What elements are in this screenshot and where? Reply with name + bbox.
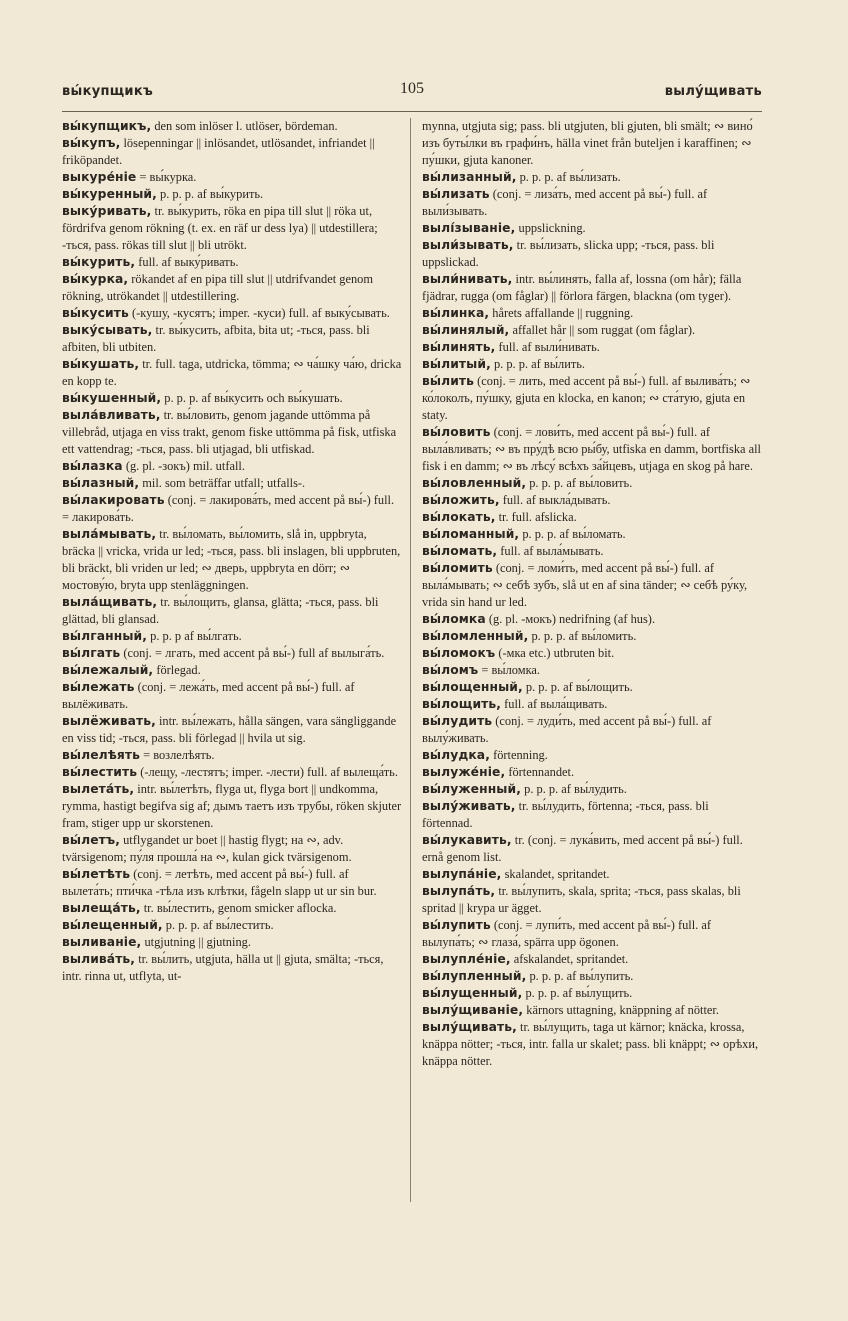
entry-definition: tr. вы́лощить, glansa, glätta; -ться, pass. bli glättad, bli glansad. [62,595,379,626]
entry-definition: (conj. = лгать, med accent på вы́-) full af вылыга́ть. [123,646,385,660]
entry-headword: выкуре́ніе [62,170,137,184]
entry-headword: вы́лещенный, [62,918,163,932]
dictionary-entry [422,645,762,662]
entry-definition: (-лещу, -лестятъ; imper. -лести) full. af вылеща́ть. [140,765,398,779]
dictionary-entry [422,832,762,866]
entry-headword: вы́кушенный, [62,391,162,405]
entry-definition: tr. вы́кусить, afbita, bita ut; -ться, pass. bli afbiten, bli utbiten. [62,323,370,354]
dictionary-entry [422,662,762,679]
entry-definition: tr. вы́ловить, genom jagande uttömma på villebråd, utjaga en viss trakt, genom fiske uttömma på fisk, utfiska ett vattendrag; -ться, pass. bli utjagad, bli utfiskad. [62,408,397,456]
entry-definition: full. af выли́нивать. [498,340,600,354]
entry-headword: вы́ломить [422,561,493,575]
dictionary-entry [62,492,402,526]
entry-definition: p. p. p. af вы́лущить. [525,986,633,1000]
entry-headword: вылива́ть, [62,952,136,966]
dictionary-entry [62,934,402,951]
page-header [62,78,762,108]
entry-headword: вы́лестить [62,765,138,779]
entry-headword: вы́ловленный, [422,476,527,490]
dictionary-entry [422,883,762,917]
entry-definition: (conj. = летѣть, med accent på вы́-) full. af вылета́ть; пти́чка -тѣла изъ клѣтки, fågeln slapp ut ur sin bur. [62,867,377,898]
entry-headword: вы́линялый, [422,323,510,337]
entry-definition: tr. вы́ломать, вы́ломить, slå in, uppbryta, bräcka || vricka, vrida ur led; -ться, pass. bli inslagen, bli uppbruten, bli bräckt, bli vriden ur led; ∾ дверь, uppbryta en dörr; ∾ мостову́ю, bryta upp stenläggningen. [62,527,401,592]
entry-headword: выла́мывать, [62,527,157,541]
entry-definition: p. p. p. af вы́курить. [160,187,264,201]
dictionary-entry [62,390,402,407]
left-running-headword: вы́купщикъ [62,84,154,99]
entry-headword: вы́лелѣять [62,748,141,762]
entry-definition: den som inlöser l. utlöser, bördeman. [154,119,338,133]
entry-headword: выку́сывать, [62,323,153,337]
dictionary-entry [422,866,762,883]
entry-definition: tr. вы́лупить, skala, sprita; -ться, pass skalas, bli spritad || krypa ur ägget. [422,884,741,915]
dictionary-entry [62,645,402,662]
entry-headword: вы́куренный, [62,187,157,201]
entry-headword: вы́лазный, [62,476,140,490]
entry-definition: rökandet af en pipa till slut || utdrifvandet genom rökning, utrökandet || utdestillering. [62,272,373,303]
entry-headword: вы́купъ, [62,136,121,150]
dictionary-entry [422,339,762,356]
entry-definition: = возлелѣять. [143,748,215,762]
entry-headword: вы́лакировать [62,493,165,507]
entry-headword: вы́луженный, [422,782,522,796]
dictionary-entry [422,951,762,968]
entry-definition: (conj. = лакирова́ть, med accent på вы́-) full. = лакирова́ть. [62,493,395,524]
dictionary-entry [62,747,402,764]
dictionary-entry [62,322,402,356]
entry-definition: affallet hår || som ruggat (om fåglar). [512,323,696,337]
entry-definition: tr. full. taga, utdricka, tömma; ∾ ча́шку ча́ю, dricka en kopp te. [62,357,402,388]
dictionary-entry [422,917,762,951]
entry-definition: uppslickning. [518,221,586,235]
dictionary-entry [62,186,402,203]
dictionary-entry [422,1019,762,1070]
entry-headword: вы́курка, [62,272,129,286]
entry-definition: p. p. p af вы́лгать. [150,629,242,643]
dictionary-entry [422,764,762,781]
dictionary-entry [62,526,402,594]
entry-definition: tr. вы́лестить, genom smicker aflocka. [143,901,337,915]
entry-definition: p. p. p. af вы́лить. [493,357,586,371]
right-column [422,118,762,1070]
dictionary-entry [422,713,762,747]
dictionary-entry [422,611,762,628]
entry-headword: вы́летѣть [62,867,131,881]
entry-definition: tr. вы́лущить, taga ut kärnor; knäcka, krossa, knäppa nötter; -ться, intr. falla ur skalet; pass. bli knäppt; ∾ орѣхи, knäppa nötter. [422,1020,759,1068]
entry-definition: skalandet, spritandet. [504,867,610,881]
entry-definition: (g. pl. -мокъ) nedrifning (af hus). [488,612,656,626]
entry-headword: выли́нивать, [422,272,513,286]
dictionary-entry [62,407,402,458]
entry-headword: вы́ломать, [422,544,498,558]
entry-definition: p. p. p. af вы́ломать. [522,527,626,541]
entry-definition: förtenning. [493,748,548,762]
dictionary-entry [422,237,762,271]
entry-headword: вы́лежать [62,680,135,694]
entry-headword: вы́лудка, [422,748,490,762]
dictionary-entry [62,356,402,390]
entry-definition: (-кушу, -кусятъ; imper. -куси) full. af выку́сывать. [131,306,390,320]
entry-headword: вы́литый, [422,357,491,371]
entry-headword: вылёживать, [62,714,156,728]
entry-definition: förlegad. [156,663,201,677]
dictionary-entry [62,832,402,866]
dictionary-entry [62,271,402,305]
entry-definition: p. p. p. af вы́лестить. [165,918,274,932]
entry-headword: вылу́щиваніе, [422,1003,524,1017]
entry-headword: вылета́ть, [62,782,135,796]
entry-headword: вы́локать, [422,510,496,524]
dictionary-entry [422,696,762,713]
dictionary-entry [422,628,762,645]
dictionary-entry [422,271,762,305]
entry-headword: вы́лгать [62,646,121,660]
page-number: 105 [400,80,424,97]
entry-definition: intr. вы́лежать, hålla sängen, vara sängliggande en viss tid; -ться, pass. bli förlegad || hvila ut sig. [62,714,397,745]
entry-definition: p. p. p. af вы́лизать. [519,170,621,184]
entry-headword: вы́лизанный, [422,170,517,184]
entry-definition: utgjutning || gjutning. [144,935,251,949]
entry-definition: lösepenningar || inlösandet, utlösandet, infriandet || friköpandet. [62,136,375,167]
dictionary-entry [422,118,762,169]
entry-definition: (g. pl. -зокъ) mil. utfall. [125,459,245,473]
entry-headword: вы́лощенный, [422,680,523,694]
entry-headword: вы́кушать, [62,357,140,371]
dictionary-entry [62,951,402,985]
entry-headword: вылі́зываніе, [422,221,516,235]
entry-definition: p. p. p. af вы́лупить. [529,969,634,983]
entry-headword: вылу́щивать, [422,1020,517,1034]
entry-definition: (conj. = лить, med accent på вы́-) full. af вылива́ть; ∾ ко́локолъ, пу́шку, gjuta en klocka, en kanon; ∾ ста́тую, gjuta en staty. [422,374,751,422]
entry-definition: förtennandet. [508,765,575,779]
entry-definition: p. p. p. af вы́лощить. [525,680,633,694]
header-rule [62,111,762,112]
dictionary-entry [62,254,402,271]
dictionary-entry [422,543,762,560]
dictionary-entry [62,203,402,254]
dictionary-entry [62,781,402,832]
dictionary-entry [422,186,762,220]
entry-headword: вы́курить, [62,255,136,269]
dictionary-entry [422,798,762,832]
entry-definition: (conj. = ломи́ть, med accent på вы́-) full. af выла́мывать; ∾ себѣ зубъ, slå ut en af sina tänder; ∾ себѣ ру́ку, vrida sin hand ur led. [422,561,748,609]
dictionary-entry [62,305,402,322]
entry-headword: вы́ломанный, [422,527,520,541]
entry-definition: tr. вы́лить, utgjuta, hälla ut || gjuta, smälta; -ться, intr. rinna ut, utflyta, ut- [62,952,384,983]
entry-headword: вы́летъ, [62,833,120,847]
dictionary-entry [422,1002,762,1019]
dictionary-entry [422,985,762,1002]
entry-headword: вылупа́ть, [422,884,496,898]
dictionary-entry [62,713,402,747]
entry-headword: вы́ломка [422,612,486,626]
dictionary-entry [62,917,402,934]
dictionary-entry [62,135,402,169]
entry-headword: вы́лудить [422,714,493,728]
entry-definition: full. af выла́щивать. [504,697,608,711]
dictionary-entry [62,662,402,679]
entry-headword: выливаніе, [62,935,142,949]
dictionary-entry [422,492,762,509]
entry-headword: вы́ложить, [422,493,500,507]
entry-headword: вы́купщикъ, [62,119,152,133]
entry-definition: = вы́ломка. [481,663,541,677]
entry-headword: вылуже́ніе, [422,765,506,779]
dictionary-entry [62,900,402,917]
entry-headword: вы́ловить [422,425,491,439]
entry-headword: вы́ломъ [422,663,479,677]
dictionary-entry [422,747,762,764]
entry-headword: вы́лукавить, [422,833,512,847]
entry-definition: afskalandet, spritandet. [513,952,629,966]
entry-definition: tr. (conj. = лука́вить, med accent på вы́-) full. ernå genom list. [422,833,743,864]
entry-headword: вы́лизать [422,187,490,201]
dictionary-entry [62,169,402,186]
dictionary-entry [422,560,762,611]
entry-definition: tr. вы́курить, röka en pipa till slut || röka ut, fördrifva genom rökning (t. ex. en räf ur dess lya) || utdestillera; -ться, pass. rökas till slut || bli utrökt. [62,204,378,252]
dictionary-entry [62,594,402,628]
dictionary-entry [422,220,762,237]
entry-definition: (conj. = лови́ть, med accent på вы́-) full. af выла́вливать; ∾ въ пру́дѣ всю ры́бу, utfiska en damm, bortfiska all fisk i en damm; ∾ въ лѣсу́ всѣхъ за́йцевъ, utjaga en skog på hare. [422,425,762,473]
entry-headword: вы́лганный, [62,629,148,643]
dictionary-entry [422,509,762,526]
entry-headword: вы́линка, [422,306,490,320]
entry-headword: выку́ривать, [62,204,152,218]
entry-definition: mil. som beträffar utfall; utfalls-. [142,476,306,490]
entry-definition: utflygandet ur boet || hastig flygt; на ∾, adv. tvärsigenom; пу́ля прошла́ на ∾, kulan gick tvärsigenom. [62,833,352,864]
entry-definition: hårets affallande || ruggning. [492,306,634,320]
column-divider [410,118,411,1202]
dictionary-entry [422,356,762,373]
entry-definition: tr. вы́лудить, förtenna; -ться, pass. bli förtennad. [422,799,709,830]
entry-definition: p. p. p. af вы́кусить och вы́кушать. [164,391,343,405]
entry-headword: выли́зывать, [422,238,514,252]
entry-headword: вылупле́ніе, [422,952,511,966]
entry-definition: (conj. = лупи́ть, med accent på вы́-) full. af вылупа́ть; ∾ глаза́, spärra upp ögonen. [422,918,712,949]
entry-definition: full. af выла́мывать. [500,544,604,558]
entry-definition: = вы́курка. [139,170,197,184]
dictionary-entry [62,679,402,713]
entry-headword: вы́лущенный, [422,986,523,1000]
dictionary-entry [422,526,762,543]
entry-definition: p. p. p. af вы́ломить. [531,629,637,643]
entry-definition: full. af выкла́дывать. [502,493,611,507]
dictionary-entry [422,169,762,186]
dictionary-entry [62,475,402,492]
entry-definition: intr. вы́летѣть, flyga ut, flyga bort || undkomma, rymma, hastigt begifva sig af; дымъ таетъ изъ трубы, röken skjuter fram, stiger upp ur skorstenen. [62,782,402,830]
dictionary-entry [422,475,762,492]
entry-definition: tr. full. afslicka. [498,510,577,524]
entry-definition: (conj. = лиза́ть, med accent på вы́-) full. af выли́зывать. [422,187,708,218]
entry-headword: вы́лить [422,374,475,388]
right-running-headword: вылу́щивать [664,84,762,99]
entry-headword: вы́лежалый, [62,663,154,677]
entry-definition: mynna, utgjuta sig; pass. bli utgjuten, bli gjuten, bli smält; ∾ вино́ изъ буты́лки въ графи́нъ, hälla vinet från buteljen i karaffinen; ∾ пу́шки, gjuta kanoner. [422,119,753,167]
entry-headword: вы́линять, [422,340,496,354]
entry-headword: вылу́живать, [422,799,516,813]
dictionary-entry [422,781,762,798]
entry-headword: вы́лупить [422,918,491,932]
entry-definition: kärnors uttagning, knäppning af nötter. [526,1003,719,1017]
entry-headword: вылеща́ть, [62,901,141,915]
entry-headword: вы́кусить [62,306,129,320]
entry-definition: (conj. = лежа́ть, med accent på вы́-) full. af вылёживать. [62,680,355,711]
entry-definition: (conj. = луди́ть, med accent på вы́-) full. af вылу́живать. [422,714,712,745]
entry-definition: tr. вы́лизать, slicka upp; -ться, pass. bli uppslickad. [422,238,715,269]
entry-definition: intr. вы́линять, falla af, lossna (om hår); fälla fjädrar, rugga (om fåglar) || förlora färgen, blackna (om tyger). [422,272,742,303]
entry-headword: вы́ломленный, [422,629,529,643]
dictionary-entry [422,679,762,696]
dictionary-entry [422,424,762,475]
dictionary-entry [62,764,402,781]
dictionary-entry [422,373,762,424]
dictionary-entry [62,866,402,900]
dictionary-entry [422,305,762,322]
entry-headword: вы́лупленный, [422,969,527,983]
entry-headword: вылупа́ніе, [422,867,502,881]
dictionary-entry [422,968,762,985]
dictionary-entry [62,628,402,645]
entry-headword: вы́ломокъ [422,646,496,660]
entry-definition: full. af выку́ривать. [138,255,239,269]
entry-headword: вы́лазка [62,459,123,473]
left-column [62,118,402,985]
entry-definition: p. p. p. af вы́лудить. [524,782,627,796]
dictionary-entry [62,118,402,135]
entry-headword: выла́вливать, [62,408,161,422]
dictionary-entry [62,458,402,475]
entry-definition: (-мка etc.) utbruten bit. [498,646,615,660]
dictionary-entry [422,322,762,339]
entry-headword: вы́лощить, [422,697,502,711]
entry-definition: p. p. p. af вы́ловить. [529,476,633,490]
entry-headword: выла́щивать, [62,595,158,609]
